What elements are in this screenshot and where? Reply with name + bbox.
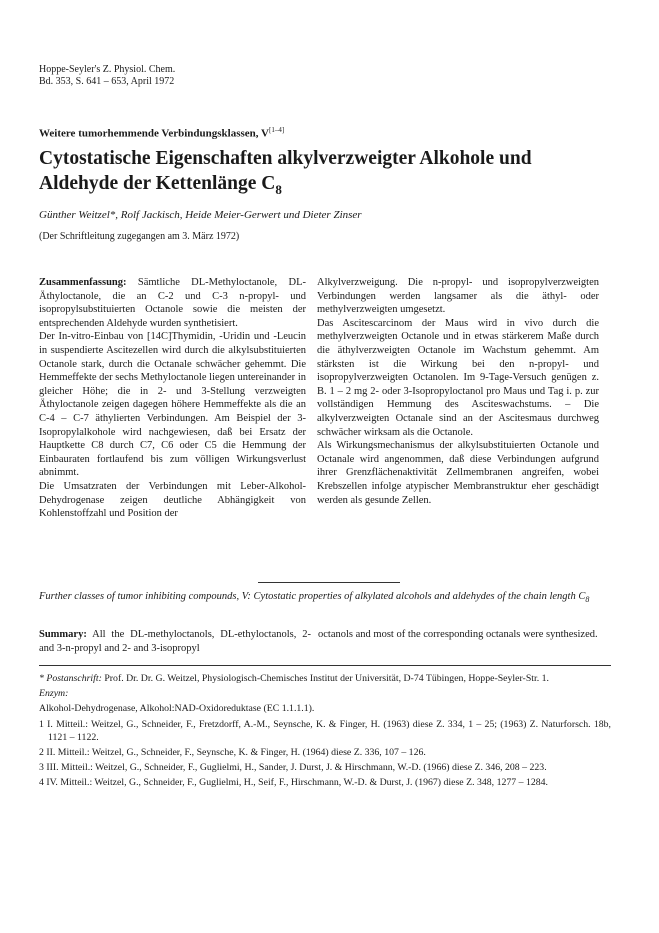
journal-volume: Bd. 353, S. 641 – 653, April 1972: [39, 76, 175, 87]
reference-1: 1 I. Mitteil.: Weitzel, G., Schneider, F., Fretzdorff, A.-M., Seynsche, K. & Finger, H. (1963) diese Z. 334, 1 – 25; (1963) Z. Naturforsch. 18b, 1121 – 1122.: [39, 718, 611, 743]
journal-citation: [39, 64, 175, 88]
section-divider: [258, 582, 400, 583]
abstract-paragraph: Als Wirkungsmechanismus der alkylsubstituierten Octanole und Octanale wird angenommen, daß diese Verbindungen aufgrund ihrer Grenzflächenaktivität Zellmembranen angreifen, wobei Krebszellen infolge atypischer Membranstruktur eher geschädigt werden als gesunde Zellen.: [317, 440, 599, 506]
footnotes: [39, 672, 611, 792]
address-label: * Postanschrift:: [39, 673, 102, 684]
author-list: Günther Weitzel*, Rolf Jackisch, Heide Meier-Gerwert und Dieter Zinser: [39, 209, 362, 221]
series-heading: [39, 126, 284, 140]
summary-column-left: [39, 628, 311, 656]
reference-4: 4 IV. Mitteil.: Weitzel, G., Schneider, F., Guglielmi, H., Seif, F., Hirschmann, W.-D. & Durst, J. (1967) diese Z. 348, 1277 – 1284.: [39, 777, 549, 789]
summary-label: Summary:: [39, 629, 87, 640]
series-ref: [1–4]: [269, 126, 285, 134]
title-line-2-text: Aldehyde der Kettenlänge C: [39, 173, 276, 194]
article-title: [39, 146, 599, 202]
english-title: [39, 590, 611, 607]
abstract-paragraph: Die Umsatzraten der Verbindungen mit Leber-Alkohol-Dehydrogenase zeigen deutliche Abhängigkeit von Kohlenstoffzahl und Position der: [39, 480, 306, 520]
reference-3: 3 III. Mitteil.: Weitzel, G., Schneider, F., Guglielmi, H., Sander, J. Durst, J. & Hirschmann, W.-D. (1966) diese Z. 346, 208 – 223.: [39, 762, 547, 774]
footnote-address: [39, 672, 611, 685]
english-title-text: Further classes of tumor inhibiting compounds, V: Cytostatic properties of alkylated alcohols and aldehydes of the chain length C: [39, 591, 586, 602]
reference-2: 2 II. Mitteil.: Weitzel, G., Schneider, F., Seynsche, K. & Finger, H. (1964) diese Z. 336, 107 – 126.: [39, 747, 426, 759]
journal-name: Hoppe-Seyler's Z. Physiol. Chem.: [39, 64, 176, 75]
footnote-rule: [39, 665, 611, 666]
summary-text-left: All the DL-methyloctanols, DL-ethyloctanols, 2- and 3-n-propyl and 2- and 3-isopropyl: [39, 629, 311, 654]
received-date: (Der Schriftleitung zugegangen am 3. März 1972): [39, 231, 240, 242]
abstract-label: Zusammenfassung:: [39, 277, 127, 288]
summary-column-right: octanols and most of the corresponding octanals were synthesized.: [318, 629, 598, 640]
abstract-paragraph: [39, 276, 306, 330]
title-line-2: [39, 171, 599, 202]
enzyme-text: Alkohol-Dehydrogenase, Alkohol:NAD-Oxidoreduktase (EC 1.1.1.1).: [39, 703, 315, 715]
title-line-1: Cytostatische Eigenschaften alkylverzweigter Alkohole und: [39, 148, 532, 169]
abstract-paragraph: Das Ascitescarcinom der Maus wird in vivo durch die methylverzweigten Octanole und in etwas stärkerem Maße durch die äthylverzweigten Octanole im Wachstum gehemmt. Am stärksten ist die Wirkung bei den n-propyl- und isopropylverzweigten Octanolen. Im 9-Tage-Versuch genügen z. B. 1 – 2 mg 2- oder 3-Isopropyloctanol pro Maus und Tag i. p. zur vollständigen Hemmung des Asciteswachstums. – Die alkylverzweigten Octanale sind an der Ascitesmaus durchweg schwächer wirksam als die Octanole.: [317, 317, 599, 438]
abstract-column-right: [317, 276, 599, 507]
address-text: Prof. Dr. Dr. G. Weitzel, Physiologisch-Chemisches Institut der Universität, D-74 Tübingen, Hoppe-Seyler-Str. 1.: [104, 673, 549, 684]
abstract-text: Sämtliche DL-Methyloctanole, DL-Äthyloctanole, die an C-2 und C-3 n-propyl- und isopropylsubstituierten Octanole sowie die meisten der entsprechenden Aldehyde wurden synthetisiert.: [39, 277, 307, 329]
english-title-subscript: 8: [585, 595, 590, 605]
series-heading-text: Weitere tumorhemmende Verbindungsklassen, V: [39, 127, 270, 140]
abstract-paragraph: Der In-vitro-Einbau von [14C]Thymidin, -Uridin und -Leucin in suspendierte Ascitezellen wird durch die alkylsubstituierten Octanole stark, durch die Octanale schwächer gehemmt. Die Hemmeffekte der sechs Methyloctanole liegen untereinander in gleicher Höhe; die in 2- und 3-Stellung verzweigten Äthyloctanole zeigen dagegen höhere Hemmeffekte als die an C-4 – C-7 äthylierten Verbindungen. Am Beispiel der 3-Isopropylalkohole wird nachgewiesen, daß bei Ersatz der Hauptkette C8 durch C7, C6 oder C5 die Hemmung der Einbauraten fortlaufend bis zum völligen Wirkungsverlust abnimmt.: [39, 331, 306, 479]
abstract-paragraph: Alkylverzweigung. Die n-propyl- und isopropylverzweigten Verbindungen werden langsamer als die äthyl- oder methylverzweigten umgesetzt.: [317, 277, 599, 316]
title-subscript: 8: [275, 181, 282, 197]
abstract-column-left: [39, 276, 306, 521]
enzyme-label: Enzym:: [39, 688, 69, 700]
